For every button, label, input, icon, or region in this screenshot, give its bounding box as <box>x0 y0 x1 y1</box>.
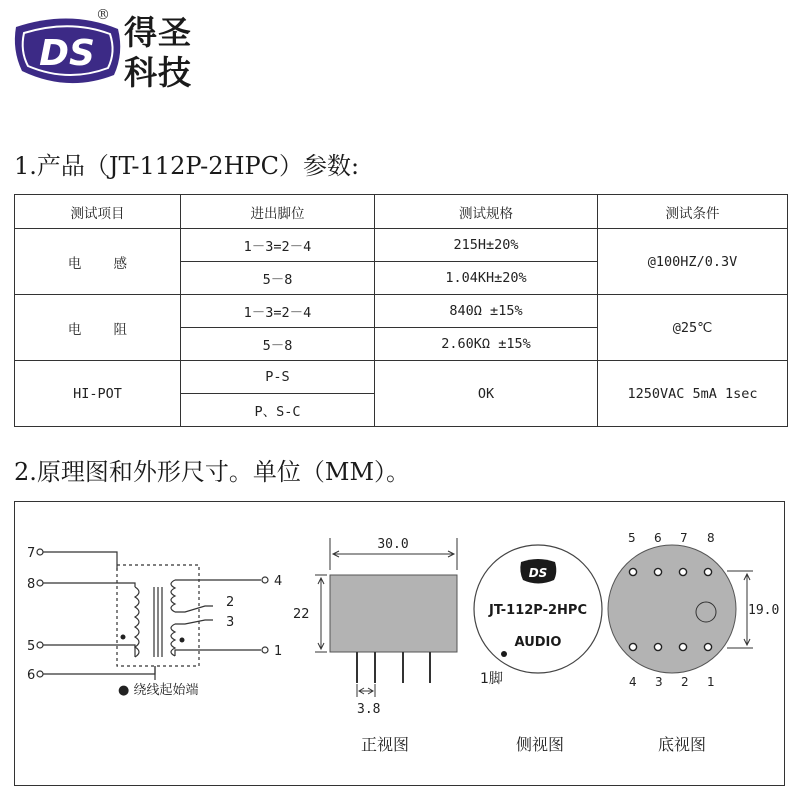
side-view-caption: 侧视图 <box>515 735 565 754</box>
winding-start-dot <box>180 638 185 643</box>
bottom-pin-label: 7 <box>680 531 688 545</box>
cell-spec: 1.04KH±20% <box>375 262 598 295</box>
bottom-diameter-dim: 19.0 <box>748 603 780 618</box>
cell-condition: 1250VAC 5mA 1sec <box>598 361 788 427</box>
front-view <box>293 537 457 754</box>
drawing-panel <box>14 501 785 786</box>
cell-condition: @100HZ/0.3V <box>598 229 788 295</box>
bottom-pin-label: 2 <box>681 675 689 689</box>
pin1-label: 1脚 <box>480 671 503 687</box>
header-test-item: 测试项目 <box>15 195 181 229</box>
cell-spec: 215H±20% <box>375 229 598 262</box>
side-logo-text: DS <box>528 566 548 580</box>
item-hipot: HI-POT <box>15 361 181 427</box>
front-pitch-dim: 3.8 <box>357 702 381 717</box>
company-name-line1: 得圣 <box>124 13 192 52</box>
drawings-svg <box>15 502 784 785</box>
pin-label-7: 7 <box>27 546 36 561</box>
table-row <box>15 295 788 328</box>
bottom-view <box>608 531 779 754</box>
pin-label-6: 6 <box>27 668 36 683</box>
side-view <box>474 545 602 754</box>
cell-pins: 1－3=2－4 <box>181 229 375 262</box>
cell-spec: 2.60KΩ ±15% <box>375 328 598 361</box>
registered-mark: ® <box>96 7 110 23</box>
cell-condition: @25℃ <box>598 295 788 361</box>
bottom-pin-label: 4 <box>629 675 637 689</box>
winding-note: ● 绕线起始端 <box>118 683 199 698</box>
section1-title: 1.产品（JT-112P-2HPC）参数: <box>14 152 360 180</box>
tap-label-2: 2 <box>226 595 235 610</box>
pin1-marker-dot <box>501 651 507 657</box>
cell-pins: P、S-C <box>181 394 375 427</box>
bottom-pin-label: 8 <box>707 531 715 545</box>
bottom-pin-label: 5 <box>628 531 636 545</box>
header-spec: 测试规格 <box>375 195 598 229</box>
cell-spec: OK <box>375 361 598 427</box>
company-logo <box>10 5 220 95</box>
ds-logo-icon <box>10 5 130 95</box>
mounting-hole <box>696 602 716 622</box>
cell-pins: 5－8 <box>181 328 375 361</box>
item-resistance: 电 阻 <box>15 295 181 361</box>
item-inductance: 电 感 <box>15 229 181 295</box>
bottom-pin-label: 6 <box>654 531 662 545</box>
winding-start-dot <box>121 635 126 640</box>
bottom-pin-label: 1 <box>707 675 715 689</box>
table-header-row <box>15 195 788 229</box>
company-name-line2: 科技 <box>124 53 192 92</box>
front-height-dim: 22 <box>293 607 310 622</box>
tap-label-3: 3 <box>226 615 235 630</box>
header-pins: 进出脚位 <box>181 195 375 229</box>
table-row <box>15 361 788 394</box>
table-row <box>15 229 788 262</box>
cell-pins: 1－3=2－4 <box>181 295 375 328</box>
pin-label-4: 4 <box>274 574 283 589</box>
cell-pins: P-S <box>181 361 375 394</box>
pin-label-8: 8 <box>27 577 36 592</box>
header-condition: 测试条件 <box>598 195 788 229</box>
bottom-pin-label: 3 <box>655 675 663 689</box>
pin-label-1: 1 <box>274 644 283 659</box>
section2-title: 2.原理图和外形尺寸。单位（MM）。 <box>14 458 411 486</box>
side-model-text: JT-112P-2HPC <box>488 603 588 618</box>
logo-mark-text: DS <box>39 33 95 74</box>
side-audio-text: AUDIO <box>514 635 562 650</box>
front-width-dim: 30.0 <box>377 537 409 552</box>
parameter-table <box>14 194 788 427</box>
bottom-view-caption: 底视图 <box>657 735 707 754</box>
cell-spec: 840Ω ±15% <box>375 295 598 328</box>
front-view-caption: 正视图 <box>360 735 410 754</box>
cell-pins: 5－8 <box>181 262 375 295</box>
pin-label-5: 5 <box>27 639 36 654</box>
